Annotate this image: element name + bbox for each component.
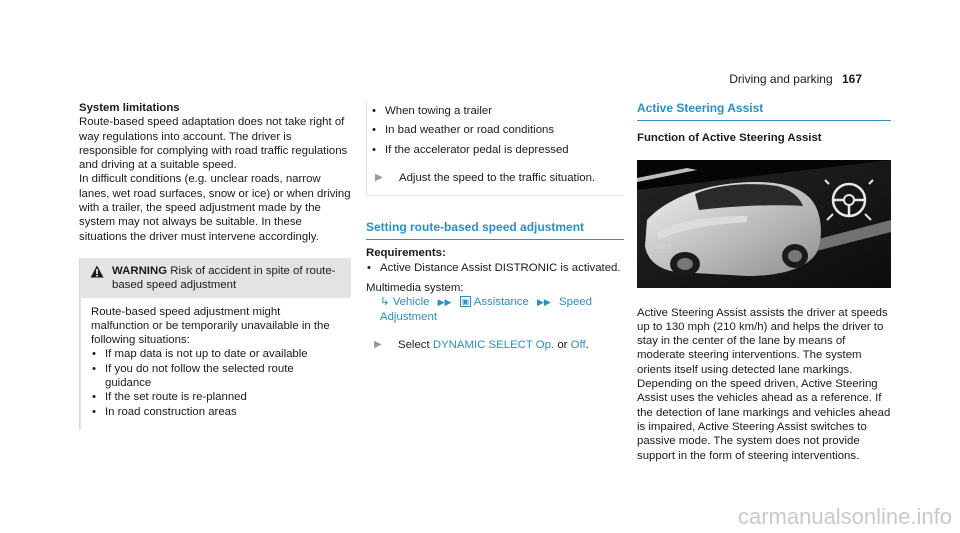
page-number: 167 <box>841 72 862 86</box>
requirements-label: Requirements: <box>366 247 446 260</box>
column-1 <box>79 101 351 430</box>
car-steering-image <box>637 160 891 288</box>
list-item: • In bad weather or road conditions <box>371 123 624 137</box>
path-assistance: Assistance <box>473 296 529 309</box>
warning-header <box>80 259 351 298</box>
action-step <box>367 171 624 185</box>
menu-path <box>380 295 624 324</box>
warning-intro: Route-based speed adjustment might malfunction or be temporarily unavailable in the following situations: <box>91 305 330 347</box>
list-item: • If you do not follow the selected route guidance <box>91 362 341 391</box>
option-dynamic-select: DYNAMIC SELECT Op. <box>432 338 555 351</box>
paragraph: Route-based speed adaptation does not take right of way regulations into account. The driver is responsible for complying with road traffic regulations and driving at a suitable speed. <box>79 116 348 172</box>
action-arrow-icon: ▶ <box>375 171 383 183</box>
chevron-right-icon: ▶▶ <box>437 297 452 308</box>
warning-triangle-icon <box>90 265 104 278</box>
warning-label: WARNING <box>112 264 168 277</box>
section-title: Setting route-based speed adjustment <box>366 220 624 240</box>
path-arrow-icon: ↳ <box>380 296 390 309</box>
section-name: Driving and parking <box>729 72 833 86</box>
system-limitations-heading: System limitations <box>79 102 180 114</box>
paragraph: In difficult conditions (e.g. unclear roads, narrow lanes, wet road surfaces, snow or ice) or when driving with a trailer, the speed adjustment made by the system may not always be suitable. In these situations the driver must intervene accordingly. <box>79 173 351 243</box>
subheading: Function of Active Steering Assist <box>637 132 822 145</box>
path-speed-adjustment: Speed Adjustment <box>380 296 592 323</box>
action-text: Adjust the speed to the traffic situation. <box>399 171 596 184</box>
option-off: Off <box>570 338 586 351</box>
select-step: ▶ Select DYNAMIC SELECT Op. or Off. <box>374 338 589 351</box>
action-arrow-icon: ▶ <box>374 338 382 350</box>
warning-list-continued <box>367 104 624 157</box>
list-item: • When towing a trailer <box>371 104 624 118</box>
list-item: • If the accelerator pedal is depressed <box>371 143 624 157</box>
list-item: • If map data is not up to date or available <box>91 347 341 361</box>
list-item: • If the set route is re-planned <box>91 390 341 404</box>
multimedia-label: Multimedia system: <box>366 282 464 295</box>
warning-title: Risk of accident in spite of route-based speed adjustment <box>112 264 336 292</box>
requirements-list <box>366 261 624 275</box>
function-description: Active Steering Assist assists the driver at speeds up to 130 mph (210 km/h) and helps the driver to stay in the center of the lane by means of moderate steering interventions. The system orients itself using detected lane markings. Depending on the speed driven, Active Steering Assist uses the vehicles ahead as a reference. If the detection of lane markings and vehicles ahead is impaired, Active Steering Assist switches to passive mode. The system does not provide support in the form of steering interventions. <box>637 306 891 462</box>
car-illustration <box>637 160 891 288</box>
chevron-right-icon: ▶▶ <box>537 297 551 308</box>
path-vehicle: Vehicle <box>392 296 430 309</box>
warning-list <box>91 347 341 418</box>
list-item: • Active Distance Assist DISTRONIC is activated. <box>366 261 624 275</box>
page-header <box>729 72 862 86</box>
column-3 <box>637 101 891 463</box>
watermark: carmanualsonline.info <box>737 504 952 529</box>
car-icon: ▣ <box>461 297 470 307</box>
warning-continuation <box>366 101 624 196</box>
warning-box <box>79 258 351 430</box>
warning-body <box>80 298 351 430</box>
list-item: • In road construction areas <box>91 405 341 419</box>
column-2 <box>366 101 624 352</box>
section-title: Active Steering Assist <box>637 101 891 121</box>
